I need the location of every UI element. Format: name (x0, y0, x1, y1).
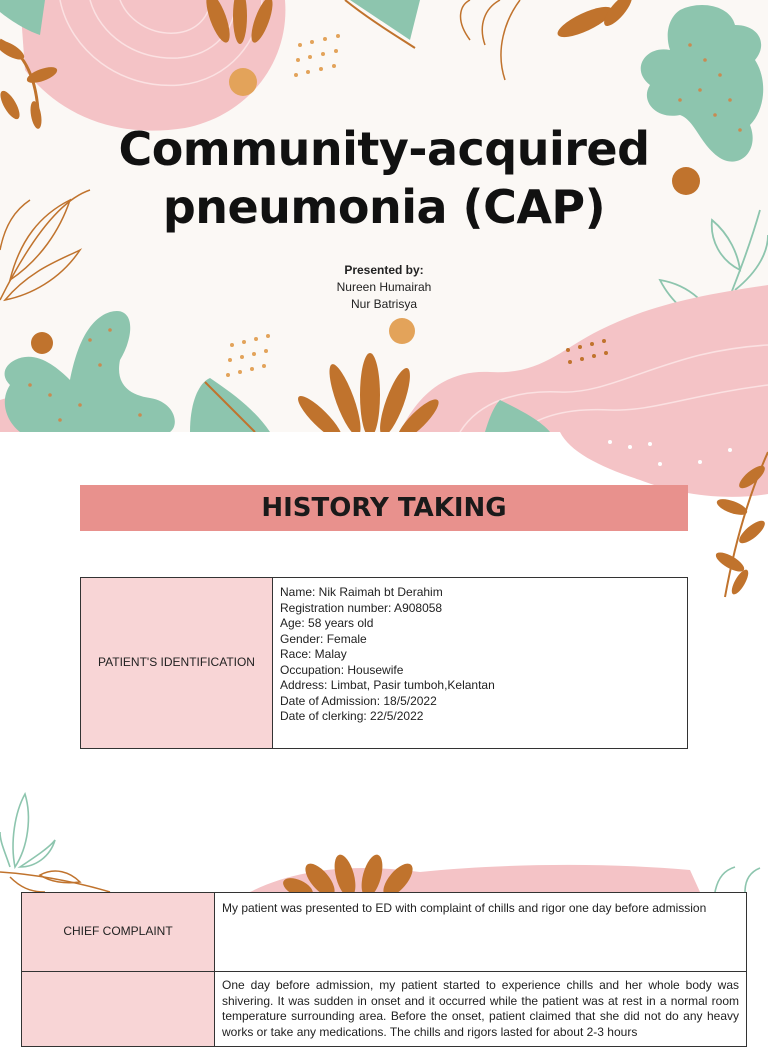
table-row (22, 893, 747, 972)
presentation-title (0, 120, 768, 236)
presented-by-label: Presented by: (344, 263, 424, 277)
patient-identification-table (80, 577, 688, 749)
presenter-name: Nur Batrisya (350, 297, 418, 311)
identification-line: Registration number: A908058 (280, 600, 443, 615)
table-row (22, 972, 747, 1047)
section-heading: HISTORY TAKING (261, 493, 507, 523)
identification-line: Name: Nik Raimah bt Derahim (280, 585, 443, 599)
identification-line: Occupation: Housewife (280, 662, 404, 677)
section-banner (80, 485, 688, 531)
hpi-label-cell (22, 972, 215, 1047)
title-line-1: Community-acquired (118, 122, 650, 176)
identification-line: Date of Admission: 18/5/2022 (280, 693, 437, 708)
identification-details (273, 578, 688, 749)
identification-line: Race: Malay (280, 647, 347, 661)
complaint-slide (0, 772, 768, 1039)
title-line-2: pneumonia (CAP) (162, 180, 606, 234)
identification-line: Date of clerking: 22/5/2022 (280, 709, 424, 723)
presenter-name: Nureen Humairah (336, 280, 432, 294)
identification-label: PATIENT'S IDENTIFICATION (81, 578, 273, 749)
cover-slide (0, 0, 768, 432)
identification-line: Age: 58 years old (280, 616, 374, 630)
history-slide (0, 432, 768, 772)
identification-line: Address: Limbat, Pasir tumboh,Kelantan (280, 678, 495, 692)
chief-complaint-label: CHIEF COMPLAINT (22, 893, 215, 972)
presenter-block (0, 262, 768, 313)
complaint-table (21, 892, 747, 1047)
table-row (81, 578, 688, 749)
history-of-present-illness-text: One day before admission, my patient started to experience chills and her whole body was shivering. It was sudden in onset and it occurred while the patient was at rest in a normal room temperature surrounding area. Before the onset, patient claimed that she did not do any heavy works or take any medications. The chills and rigors lasted for about 2-3 hours (215, 972, 747, 1047)
chief-complaint-text: My patient was presented to ED with complaint of chills and rigor one day before admission (215, 893, 747, 972)
identification-line: Gender: Female (280, 631, 367, 646)
